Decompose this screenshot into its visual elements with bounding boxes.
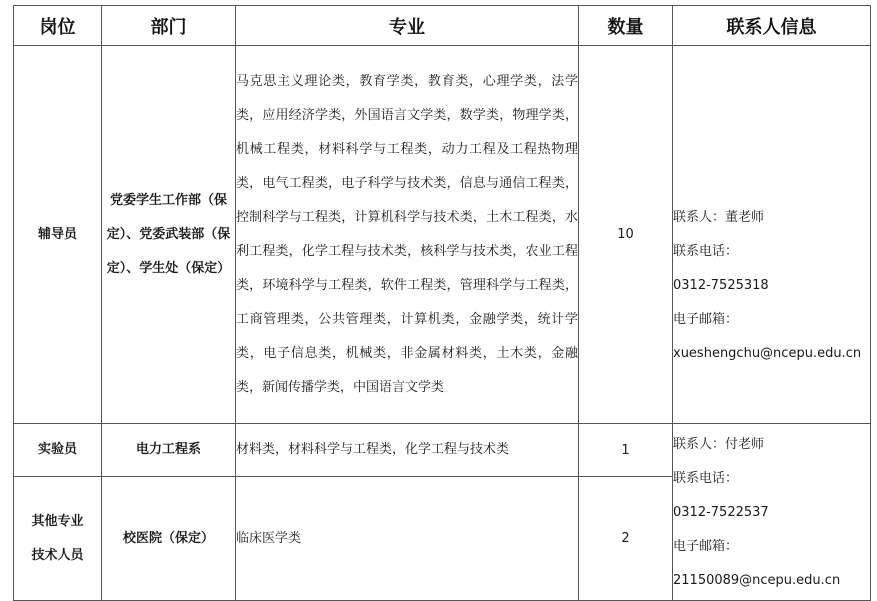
contact-phone: 0312-7522537	[673, 505, 769, 520]
header-major: 专业	[236, 6, 579, 46]
contact-cell-shared	[673, 424, 871, 601]
count-cell: 10	[579, 46, 673, 424]
post-cell: 实验员	[14, 424, 102, 477]
contact-email: xueshengchu@ncepu.edu.cn	[673, 346, 862, 361]
dept-cell: 党委学生工作部（保定）、党委武装部（保定）、学生处（保定）	[102, 46, 236, 424]
contact-email-label: 电子邮箱：	[673, 539, 739, 554]
contact-person: 联系人：董老师	[673, 210, 765, 225]
major-cell: 材料类，材料科学与工程类，化学工程与技术类	[236, 424, 579, 477]
header-row	[14, 6, 871, 46]
contact-block	[673, 98, 870, 371]
contact-phone: 0312-7525318	[673, 278, 769, 293]
contact-email-label: 电子邮箱：	[673, 312, 739, 327]
count-cell: 1	[579, 424, 673, 477]
dept-cell: 校医院（保定）	[102, 477, 236, 601]
contact-person: 联系人：付老师	[673, 437, 765, 452]
count-cell: 2	[579, 477, 673, 601]
contact-block	[673, 426, 870, 598]
header-count: 数量	[579, 6, 673, 46]
post-cell: 辅导员	[14, 46, 102, 424]
dept-cell: 电力工程系	[102, 424, 236, 477]
major-cell: 马克思主义理论类，教育学类，教育类，心理学类，法学类，应用经济学类，外国语言文学类，数学类，物理学类，机械工程类，材料科学与工程类，动力工程及工程热物理类，电气工程类，电子科学与技术类，信息与通信工程类，控制科学与工程类，计算机科学与技术类，土木工程类，水利工程类，化学工程与技术类，核科学与技术类，农业工程类，环境科学与工程类，软件工程类，管理科学与工程类，工商管理类，公共管理类，计算机类，金融学类，统计学类，电子信息类，机械类，非金属材料类，土木类，金融类，新闻传播学类，中国语言文学类	[236, 46, 579, 424]
recruitment-table	[13, 5, 871, 601]
contact-phone-label: 联系电话：	[673, 471, 739, 486]
major-cell: 临床医学类	[236, 477, 579, 601]
header-contact: 联系人信息	[673, 6, 871, 46]
header-post: 岗位	[14, 6, 102, 46]
post-cell: 其他专业技术人员	[14, 477, 102, 601]
contact-phone-label: 联系电话：	[673, 244, 739, 259]
table-row	[14, 46, 871, 424]
header-dept: 部门	[102, 6, 236, 46]
table-row	[14, 424, 871, 477]
contact-email: 21150089@ncepu.edu.cn	[673, 573, 841, 588]
contact-cell	[673, 46, 871, 424]
